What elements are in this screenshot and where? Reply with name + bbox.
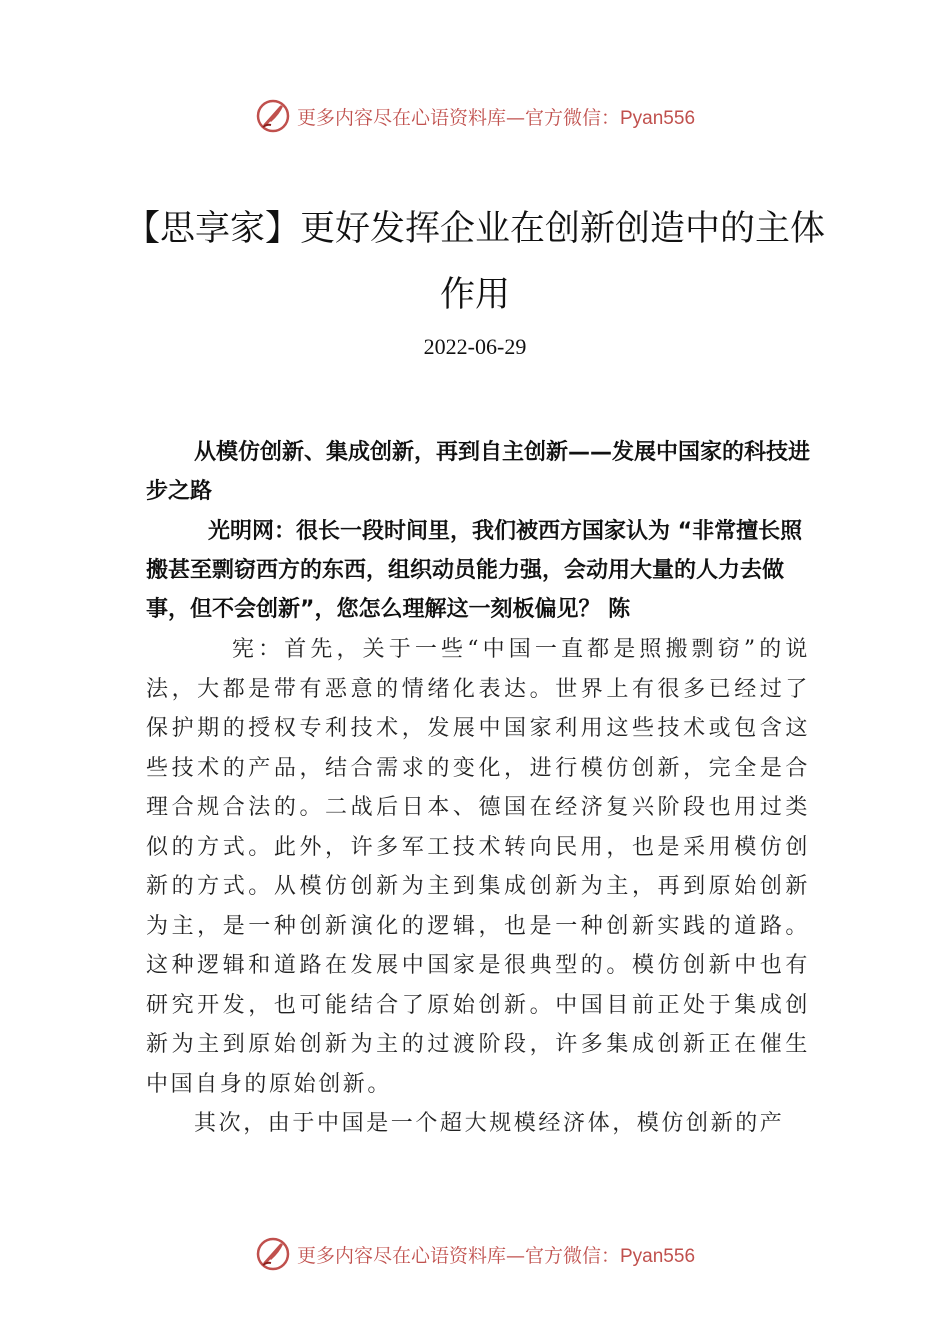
article-body (146, 630, 810, 1144)
banner-text (297, 1241, 695, 1268)
banner-label: 更多内容尽在心语资料库—官方微信： (296, 106, 620, 129)
wechat-id: Pyan556 (620, 107, 696, 129)
article-date: 2022-06-29 (423, 334, 527, 359)
quill-logo-icon (255, 1236, 291, 1272)
footer-banner (0, 1234, 950, 1274)
banner-label: 更多内容尽在心语资料库—官方微信： (296, 1244, 620, 1267)
body-paragraph: 宪：首先，关于一些“中国一直都是照搬剽窃”的说法，大都是带有恶意的情绪化表达。世界上有很多已经过了保护期的授权专利技术，发展中国家利用这些技术或包含这些技术的产品，结合需求的变化，进行模仿创新，完全是合理合规合法的。二战后日本、德国在经济复兴阶段也用过类似的方式。此外，许多军工技术转向民用，也是采用模仿创新的方式。从模仿创新为主到集成创新为主，再到原始创新为主，是一种创新演化的逻辑，也是一种创新实践的道路。 这种逻辑和道路在发展中国家是很典型的。模仿创新中也有研究开发，也可能结合了原始创新。中国目前正处于集成创新为主到原始创新为主的过渡阶段，许多集成创新正在催生中国自身的原始创新。 (146, 637, 810, 1097)
article-title: 【思享家】更好发挥企业在创新创造中的主体作用 (124, 209, 825, 315)
article-subtitle: 从模仿创新、集成创新，再到自主创新——发展中国家的科技进步之路 (146, 440, 811, 504)
header-banner (0, 96, 950, 136)
quill-logo-icon (255, 98, 291, 134)
banner-text (297, 103, 695, 130)
body-paragraph: 其次，由于中国是一个超大规模经济体，模仿创新的产 (194, 1111, 785, 1136)
interview-question: 光明网：很长一段时间里，我们被西方国家认为 “非常擅长照搬甚至剽窃西方的东西，组织动员能力强，会动用大量的人力去做事，但不会创新”，您怎么理解这一刻板偏见？ 陈 (146, 519, 803, 622)
wechat-id: Pyan556 (620, 1245, 696, 1267)
